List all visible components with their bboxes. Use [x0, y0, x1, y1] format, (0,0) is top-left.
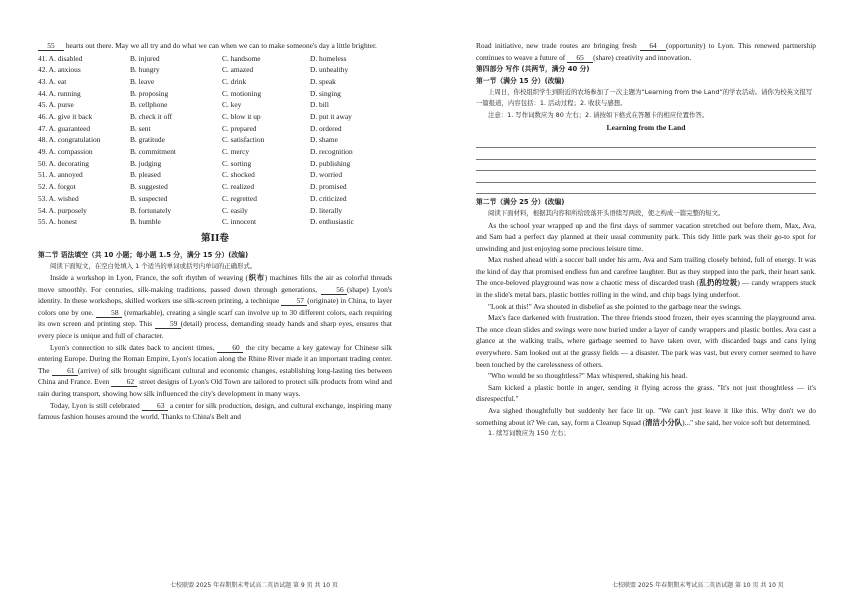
blank-57: 57: [281, 296, 307, 306]
option-choice: 42. A. anxious: [38, 65, 81, 75]
story-paragraph-4: Max's face darkened with frustration. The three friends stood frozen, their eyes scanning the playground area. The once clean slides and swings were now buried under a layer of candy wrappers and plastic bottles. Ava cast a glance at the walking trails, where garbage seemed to have taken over, with discarded bags and cans lying everywhere. Sam looked out at the grassy fields — a disaster. The park was vast, but every corner seemed to have been touched by the carelessness of others.: [476, 313, 816, 369]
option-row: [38, 181, 392, 193]
option-choice: B. suspected: [130, 193, 168, 203]
option-choice: D. enthusiastic: [310, 217, 354, 227]
grammar-paragraph-3-continued: Road initiative, new trade routes are bringing fresh 64 (opportunity) to Lyon. This renewed partnership continues to weave a future of 65 (share) creativity and innovation.: [476, 41, 816, 62]
option-choice: D. singing: [310, 88, 341, 98]
option-choice: C. easily: [222, 205, 248, 215]
option-choice: C. shocked: [222, 170, 255, 180]
option-choice: 54. A. purposely: [38, 205, 87, 215]
option-row: [38, 111, 392, 123]
option-choice: B. gratitude: [130, 135, 165, 145]
option-choice: 41. A. disabled: [38, 53, 83, 63]
option-row: [38, 216, 392, 228]
blank-64: 64: [640, 41, 666, 51]
answer-line: [476, 183, 816, 195]
option-choice: C. regretted: [222, 193, 257, 203]
page-footer-left: 七校联盟 2025 年春期期末考试高二英语试题 第 9 页 共 10 页: [170, 582, 338, 589]
option-choice: D. homeless: [310, 53, 347, 63]
option-choice: C. handsome: [222, 53, 261, 63]
option-choice: B. suggested: [130, 182, 168, 192]
option-row: [38, 193, 392, 205]
writing-task-1: 上周日，你校组织学生到附近的农场参加了一次主题为“Learning from the Land”的学农活动。请你为校英文报写一篇报道，内容包括：1. 活动过程；2. 收获与感想。: [476, 88, 813, 108]
answer-lines: [476, 137, 816, 195]
story-paragraph-7: Ava sighed thoughtfully but suddenly her face lit up. "We can't just leave it like this. Why don't we do something about it? We can, say, form a Cleanup Squad (清洁小分队)..." she said, her voice soft but determined.: [476, 406, 816, 427]
option-choice: D. unhealthy: [310, 65, 349, 75]
part-title: 第II卷: [201, 232, 229, 244]
option-choice: C. blow it up: [222, 112, 261, 122]
option-choice: D. recognition: [310, 147, 353, 157]
option-choice: D. speak: [310, 76, 336, 86]
answer-line: [476, 160, 816, 172]
writing-part-heading: 第四部分 写作 (共两节，满分 40 分): [476, 65, 590, 74]
option-row: [38, 146, 392, 158]
option-choice: 49. A. compassion: [38, 147, 93, 157]
option-choice: 48. A. congratulation: [38, 135, 101, 145]
blank-61: 61: [52, 366, 78, 376]
option-choice: D. promised: [310, 182, 347, 192]
blank-59: 59: [155, 319, 181, 329]
option-row: [38, 99, 392, 111]
story-paragraph-2: Max rushed ahead with a soccer ball under his arm, Ava and Sam trailing closely behind, full of energy. It was the kind of day that promised endless fun and carefree laughter. But as they stepped into the park, their heart sank. The once-beloved playground was now a chaotic mess of discarded trash (乱扔的垃圾) — candy wrappers stuck in the slide's metal bars, plastic bottles rolling in the wind, and chip bags lying underfoot.: [476, 255, 816, 300]
story-paragraph-5: "Who would be so thoughtless?" Max whispered, shaking his head.: [488, 371, 688, 381]
option-choice: C. satisfaction: [222, 135, 265, 145]
option-row: [38, 158, 392, 170]
option-choice: 46. A. give it back: [38, 112, 93, 122]
writing-section-2-heading: 第二节（满分 25 分）(改编): [476, 198, 565, 207]
option-choice: B. pleased: [130, 170, 161, 180]
option-choice: B. proposing: [130, 88, 169, 98]
writing-note: 1. 续写词数应为 150 左右；: [488, 429, 570, 438]
option-choice: D. bill: [310, 100, 329, 110]
writing-section-1-heading: 第一节（满分 15 分）(改编): [476, 77, 565, 86]
story-paragraph-6: Sam kicked a plastic bottle in anger, sending it flying across the grass. "It's not just thoughtless — it's disrespectful.": [476, 382, 816, 404]
option-row: [38, 88, 392, 100]
option-row: [38, 64, 392, 76]
grammar-paragraph-3: Today, Lyon is still celebrated 63 a center for silk production, design, and cultural exchange, inspiring many famous fashion houses around the world. Thanks to China's Belt and: [38, 400, 392, 422]
option-choice: B. check it off: [130, 112, 173, 122]
right-page: [476, 40, 816, 568]
option-choice: C. innocent: [222, 217, 257, 227]
option-choice: D. publishing: [310, 158, 351, 168]
option-choice: 45. A. purse: [38, 100, 74, 110]
left-page: [38, 40, 392, 568]
answer-line: [476, 148, 816, 160]
option-choice: D. ordered: [310, 123, 342, 133]
option-row: [38, 53, 392, 65]
option-row: [38, 205, 392, 217]
option-choice: 52. A. forgot: [38, 182, 76, 192]
option-choice: C. motioning: [222, 88, 262, 98]
option-choice: B. sent: [130, 123, 151, 133]
option-choice: C. sorting: [222, 158, 252, 168]
grammar-instruction: 阅读下面短文，在空白处填入 1 个适当的单词或括号内单词的正确形式。: [50, 261, 257, 270]
option-choice: 55. A. honest: [38, 217, 78, 227]
option-choice: B. hungry: [130, 65, 160, 75]
blank-56: 56: [321, 285, 347, 295]
grammar-section-heading: 第二节 语法填空（共 10 小题；每小题 1.5 分，满分 15 分）(改编): [38, 250, 249, 259]
answer-line: [476, 171, 816, 183]
cloze-options: [38, 53, 392, 228]
option-choice: C. prepared: [222, 123, 257, 133]
answer-line: [476, 137, 816, 149]
essay-title: Learning from the Land: [606, 122, 686, 132]
page-footer-right: 七校联盟 2025 年春期期末考试高二英语试题 第 10 页 共 10 页: [612, 582, 784, 589]
option-choice: 53. A. wished: [38, 193, 79, 203]
option-row: [38, 169, 392, 181]
option-choice: C. mercy: [222, 147, 250, 157]
option-choice: D. literally: [310, 205, 343, 215]
option-choice: C. amazed: [222, 65, 254, 75]
option-choice: B. judging: [130, 158, 162, 168]
option-choice: D. criticized: [310, 193, 347, 203]
blank-60: 60: [217, 343, 243, 353]
option-choice: C. realized: [222, 182, 255, 192]
option-choice: D. shame: [310, 135, 338, 145]
option-choice: B. fortunately: [130, 205, 172, 215]
writing-task-2-instruction: 阅读下面材料，根据其内容和所给段落开头语续写两段，使之构成一篇完整的短文。: [488, 209, 725, 218]
option-choice: 47. A. guaranteed: [38, 123, 91, 133]
story-paragraph-1: As the school year wrapped up and the first days of summer vacation stretched out before them, Max, Ava, and Sam had a perfect day planned at their usual community park. This tidy little park was their go-to spot for unwinding and just enjoying some precious leisure time.: [476, 220, 816, 253]
option-choice: B. leave: [130, 76, 155, 86]
blank-63: 63: [142, 401, 168, 411]
blank-62: 62: [111, 377, 137, 387]
option-choice: D. worried: [310, 170, 343, 180]
option-choice: 50. A. decorating: [38, 158, 89, 168]
option-choice: D. put it away: [310, 112, 352, 122]
grammar-paragraph-2: Lyon's connection to silk dates back to ancient times, 60 the city became a key gateway for Chinese silk entering Europe. During the Roman Empire, Lyon's location along the Rhine River made it an important trading center. The 61 (arrive) of silk brought significant cultural and economic changes, establishing long-lasting ties between China and France. Even 62 street designs of Lyon's Old Town are tailored to protect silk products from wind and rain during transport, showing how silk influenced the city's development in many ways.: [38, 342, 392, 399]
story-paragraph-3: "Look at this!" Ava shouted in disbelief as she pointed to the garbage near the swings.: [488, 301, 742, 311]
grammar-paragraph-1: Inside a workshop in Lyon, France, the soft rhythm of weaving (织布) machines fills the air as colorful threads move smoothly. For centuries, silk-making traditions, passed down through generations, 56 (shape) Lyon's identity. In these workshops, skilled workers use silk-screen printing, a technique 57 (originate) in China, to layer colors one by one. 58 (remarkable), creating a single scarf can involve up to 30 different colors, each requiring its own screen and printing step. This 59 (detail) process, demanding steady hands and sharp eyes, ensures that every piece is unique and full of character.: [38, 273, 392, 341]
option-row: [38, 76, 392, 88]
writing-task-1-note: 注意：1. 写作词数应为 80 左右；2. 请按如下格式在答题卡的相应位置作答。: [488, 110, 709, 119]
option-choice: B. humble: [130, 217, 161, 227]
option-choice: B. injured: [130, 53, 160, 63]
option-choice: C. key: [222, 100, 242, 110]
option-choice: 51. A. annoyed: [38, 170, 83, 180]
option-row: [38, 123, 392, 135]
option-choice: C. drink: [222, 76, 247, 86]
option-choice: 44. A. running: [38, 88, 81, 98]
blank-65: 65: [567, 53, 593, 63]
option-choice: B. commitment: [130, 147, 176, 157]
option-choice: B. cellphone: [130, 100, 168, 110]
cloze-ending: 55 hearts out there. May we all try and do what we can when we can to make someone's day a little brighter.: [38, 40, 392, 52]
blank-58: 58: [96, 308, 122, 318]
option-row: [38, 134, 392, 146]
blank-55: 55: [38, 41, 64, 51]
option-choice: 43. A. eat: [38, 76, 67, 86]
